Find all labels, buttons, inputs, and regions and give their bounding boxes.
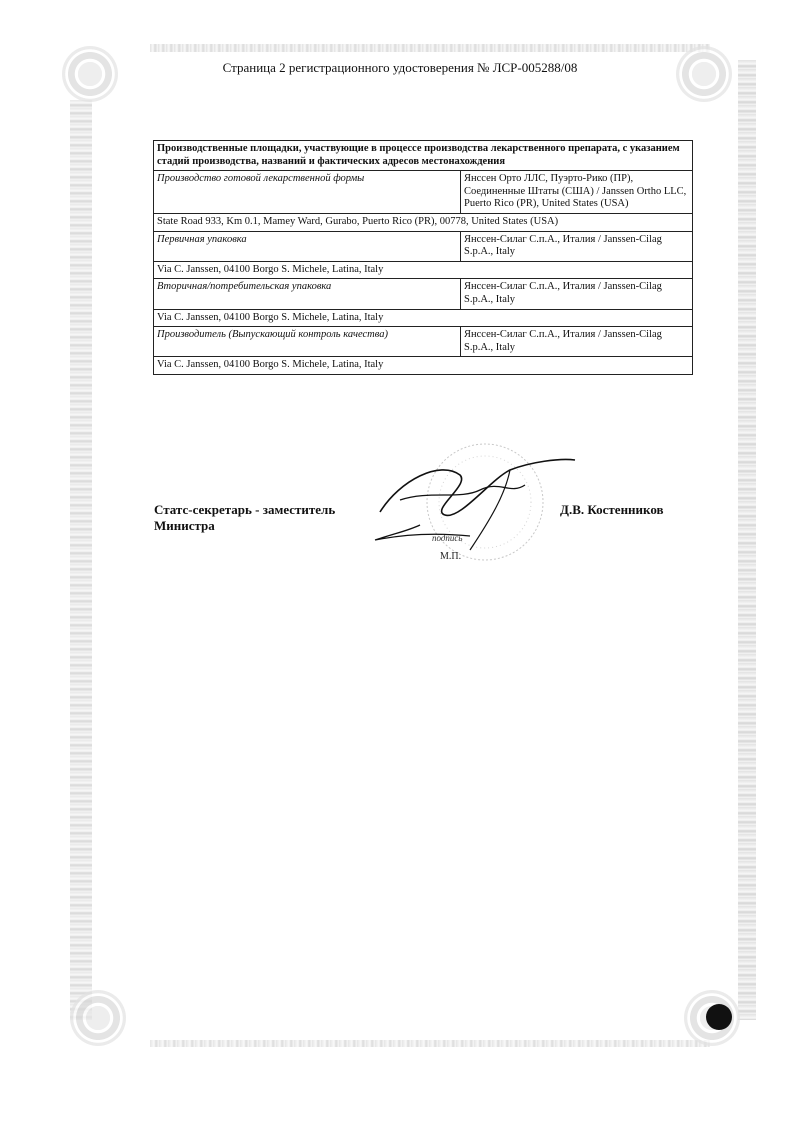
corner-rosette-top-right [676,46,732,102]
table-row [154,231,693,261]
signature-label: подпись [432,533,463,543]
table-row [154,357,693,375]
stage-cell: Производство готовой лекарственной формы [154,171,461,214]
scan-edge-top [150,44,710,52]
manufacturer-cell: Янссен Орто ЛЛС, Пуэрто-Рико (ПР), Соединенные Штаты (США) / Janssen Ortho LLC, Puerto Rico (PR), United States (USA) [461,171,693,214]
stage-cell: Вторичная/потребительская упаковка [154,279,461,309]
corner-rosette-bottom-left [70,990,126,1046]
table-header-cell: Производственные площадки, участвующие в процессе производства лекарственного препарата, с указанием стадий производства, названий и фактических адресов местонахождения [154,141,693,171]
signatory-name: Д.В. Костенников [560,502,664,517]
manufacturer-cell: Янссен-Силаг С.п.А., Италия / Janssen-Cilag S.p.A., Italy [461,279,693,309]
corner-rosette-top-left [62,46,118,102]
page-title: Страница 2 регистрационного удостоверения № ЛСР-005288/08 [222,60,578,75]
table-row [154,261,693,279]
signatory-position [154,502,335,535]
table-header-row [154,141,693,171]
scan-edge-bottom [150,1040,710,1047]
table-row [154,213,693,231]
scan-edge-right [738,60,756,1020]
address-cell: Via C. Janssen, 04100 Borgo S. Michele, Latina, Italy [154,357,693,375]
production-sites-table [153,140,693,375]
stage-cell: Производитель (Выпускающий контроль качества) [154,327,461,357]
signatory-position-line1: Статс-секретарь - заместитель [154,502,336,517]
address-cell: Via C. Janssen, 04100 Borgo S. Michele, Latina, Italy [154,309,693,327]
table-row [154,171,693,214]
address-cell: Via C. Janssen, 04100 Borgo S. Michele, Latina, Italy [154,261,693,279]
table-row [154,327,693,357]
address-cell: State Road 933, Km 0.1, Mamey Ward, Gurabo, Puerto Rico (PR), 00778, United States (USA) [154,213,693,231]
stage-cell: Первичная упаковка [154,231,461,261]
scan-edge-left [70,100,92,1020]
handwritten-signature [360,440,590,580]
manufacturer-cell: Янссен-Силаг С.п.А., Италия / Janssen-Cilag S.p.A., Italy [461,327,693,357]
stamp-label: М.П. [440,551,462,562]
punch-hole [706,1004,732,1030]
table-row [154,279,693,309]
table-row [154,309,693,327]
manufacturer-cell: Янссен-Силаг С.п.А., Италия / Janssen-Cilag S.p.A., Italy [461,231,693,261]
signatory-position-line2: Министра [154,518,215,534]
